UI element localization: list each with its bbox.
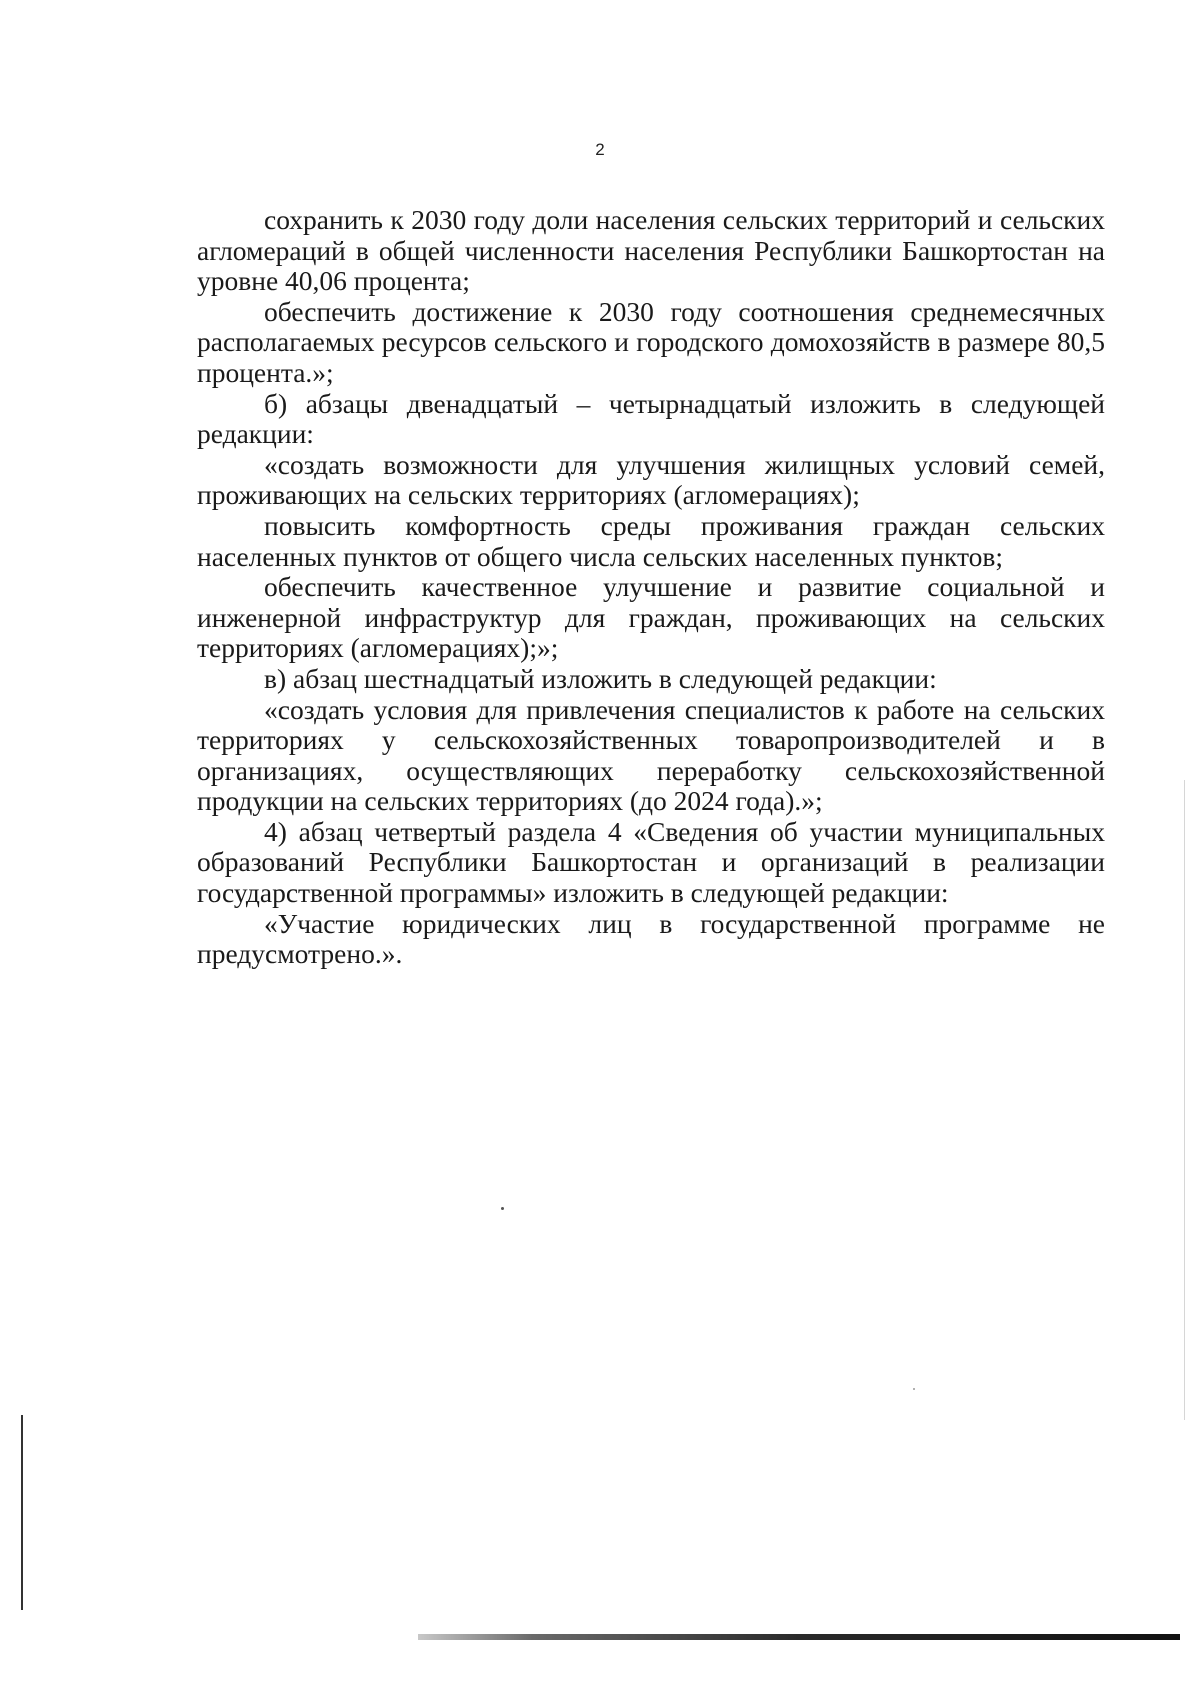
paragraph: 4) абзац четвертый раздела 4 «Сведения об участии муниципальных образований Республики Башкортостан и организаций в реализации государственной программы» изложить в следующей редакции: [197, 815, 1105, 909]
paragraph: б) абзацы двенадцатый – четырнадцатый изложить в следующей редакции: [197, 387, 1105, 450]
paragraph: в) абзац шестнадцатый изложить в следующей редакции: [264, 662, 937, 694]
paragraph: повысить комфортность среды проживания граждан сельских населенных пунктов от общего числа сельских населенных пунктов; [197, 509, 1105, 572]
paragraph: «Участие юридических лиц в государственной программе не предусмотрено.». [197, 907, 1105, 970]
paragraph: «создать возможности для улучшения жилищных условий семей, проживающих на сельских территориях (агломерациях); [197, 448, 1105, 511]
paragraph: обеспечить достижение к 2030 году соотношения среднемесячных располагаемых ресурсов сельского и городского домохозяйств в размере 80,5 процента.»; [197, 295, 1105, 388]
paragraph: обеспечить качественное улучшение и развитие социальной и инженерной инфраструктур для граждан, проживающих на сельских территориях (агломерациях);»; [197, 571, 1105, 664]
scan-right-edge-line [1184, 780, 1185, 1420]
scan-bottom-edge-line [418, 1634, 1180, 1640]
scan-speck [501, 1207, 504, 1210]
page-number: 2 [595, 140, 605, 159]
paragraph: «создать условия для привлечения специалистов к работе на сельских территориях у сельскохозяйственных товаропроизводителей и в организациях, осуществляющих переработку сельскохозяйственной продукции на сельских территориях (до 2024 года).»; [197, 693, 1105, 817]
paragraph: сохранить к 2030 году доли населения сельских территорий и сельских агломераций в общей численности населения Республики Башкортостан на уровне 40,06 процента; [197, 204, 1105, 297]
scan-speck [913, 1388, 915, 1390]
document-body [197, 205, 1105, 970]
scan-left-edge-line [21, 1415, 23, 1610]
